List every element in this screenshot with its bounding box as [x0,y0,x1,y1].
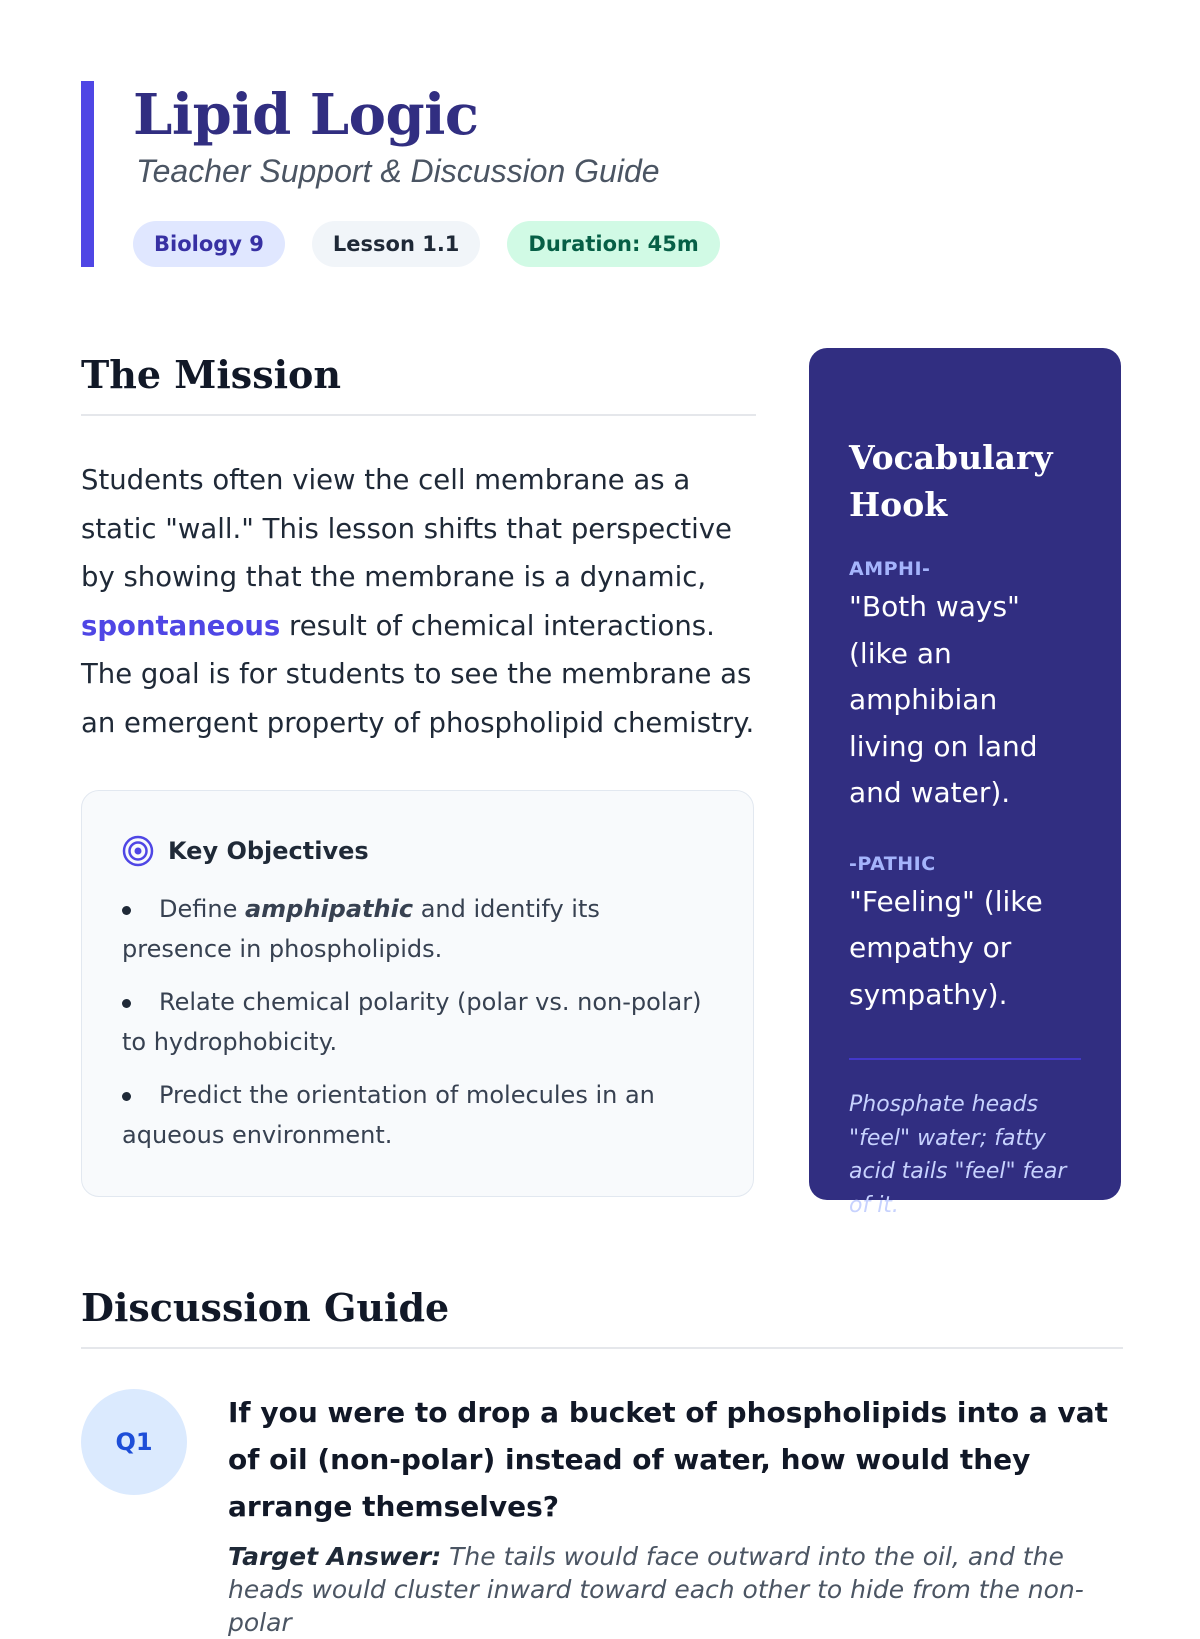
mission-section [81,350,756,1149]
lesson-tag: Lesson 1.1 [312,221,481,267]
question-text: If you were to drop a bucket of phospholipids into a vat of oil (non-polar) instead of water, how would they arrange themselves? [228,1396,1109,1523]
vocab-divider [849,1058,1081,1060]
discussion-heading: Discussion Guide [81,1283,1123,1349]
vocab-term: AMPHI- [849,558,931,580]
vocabulary-title: Vocabulary Hook [849,438,1053,524]
target-icon [122,835,154,867]
objective-item: Predict the orientation of molecules in an aqueous environment. [122,1075,713,1155]
objective-text: and identify its presence in phospholipids. [122,895,600,963]
vocabulary-hook-card [809,348,1121,1218]
vocab-definition: "Feeling" (like empathy or sympathy). [849,884,1043,1011]
page-subtitle: Teacher Support & Discussion Guide [136,153,660,189]
mission-highlight: spontaneous [81,609,281,642]
vocab-note: Phosphate heads "feel" water; fatty acid tails "feel" fear of it. [849,1092,1067,1218]
duration-tag: Duration: 45m [507,221,719,267]
vocab-definition: "Both ways" (like an amphibian living on land and water). [849,590,1038,809]
objectives-list [122,889,713,1155]
page-title: Lipid Logic [133,82,479,148]
objectives-title: Key Objectives [168,837,369,865]
mission-paragraph [81,456,756,748]
tag-list [133,221,720,267]
question-block [81,1389,1123,1639]
mission-heading: The Mission [81,350,756,416]
objective-text: Define [159,895,245,923]
header-accent-bar [81,81,94,267]
objective-term: amphipathic [244,895,414,923]
question-badge: Q1 [81,1389,187,1495]
subject-tag: Biology 9 [133,221,285,267]
mission-text-end: result of chemical interactions. The goal is for students to see the membrane as an emergent property of phospholipid chemistry. [81,609,755,739]
guide-header [81,81,781,267]
discussion-guide-section [81,1283,1123,1639]
vocab-term: -PATHIC [849,852,936,875]
key-objectives-card [81,790,754,1197]
target-answer-text: The tails would face outward into the oil, and the heads would cluster inward toward each other to hide from the non-polar [228,1542,1084,1637]
target-answer [228,1540,1123,1639]
objectives-header [122,831,713,871]
objective-item [122,889,713,969]
target-answer-label: Target Answer: [228,1542,442,1571]
mission-text-start: Students often view the cell membrane as a static "wall." This lesson shifts that perspective by showing that the membrane is a dynamic, [81,464,732,594]
objective-item: Relate chemical polarity (polar vs. non-polar) to hydrophobicity. [122,982,713,1062]
